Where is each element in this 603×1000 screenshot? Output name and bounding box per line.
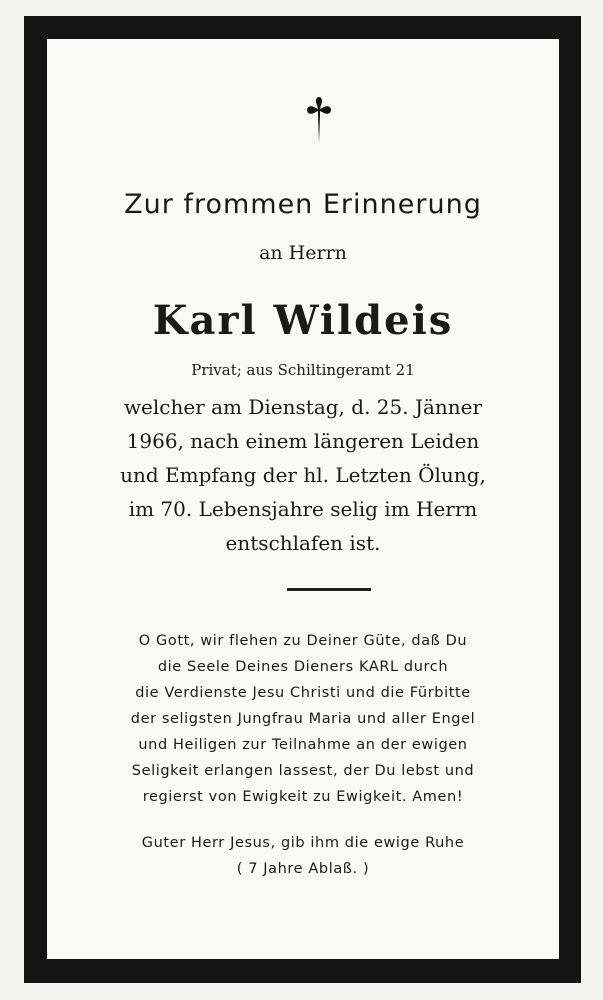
divider-line bbox=[287, 588, 371, 591]
announcement-line: welcher am Dienstag, d. 25. Jänner bbox=[123, 395, 483, 419]
deceased-name: Karl Wildeis bbox=[152, 297, 454, 344]
deceased-address: Privat; aus Schiltingeramt 21 bbox=[191, 361, 415, 379]
card-title: Zur frommen Erinnerung bbox=[124, 189, 482, 220]
announcement-line: im 70. Lebensjahre selig im Herrn bbox=[128, 497, 478, 521]
memorial-card bbox=[24, 16, 581, 983]
prayer-line: die Verdienste Jesu Christi und die Fürbitte bbox=[135, 685, 471, 701]
cross-icon bbox=[306, 93, 332, 147]
announcement-line: entschlafen ist. bbox=[225, 531, 381, 555]
prayer-line: und Heiligen zur Teilnahme an der ewigen bbox=[138, 737, 468, 753]
announcement-line: 1966, nach einem längeren Leiden bbox=[126, 429, 480, 453]
prayer-line: die Seele Deines Dieners KARL durch bbox=[157, 659, 449, 675]
indulgence-note: ( 7 Jahre Ablaß. ) bbox=[236, 861, 370, 877]
announcement-line: und Empfang der hl. Letzten Ölung, bbox=[120, 463, 486, 487]
prayer-line: O Gott, wir flehen zu Deiner Güte, daß Du bbox=[138, 633, 468, 649]
salutation: an Herrn bbox=[259, 242, 347, 264]
prayer-line: der seligsten Jungfrau Maria und aller Engel bbox=[130, 711, 476, 727]
closing-prayer: Guter Herr Jesus, gib ihm die ewige Ruhe bbox=[141, 835, 465, 851]
prayer-line: Seligkeit erlangen lassest, der Du lebst und bbox=[131, 763, 475, 779]
prayer-line: regierst von Ewigkeit zu Ewigkeit. Amen! bbox=[142, 789, 464, 805]
card-content bbox=[47, 39, 559, 959]
